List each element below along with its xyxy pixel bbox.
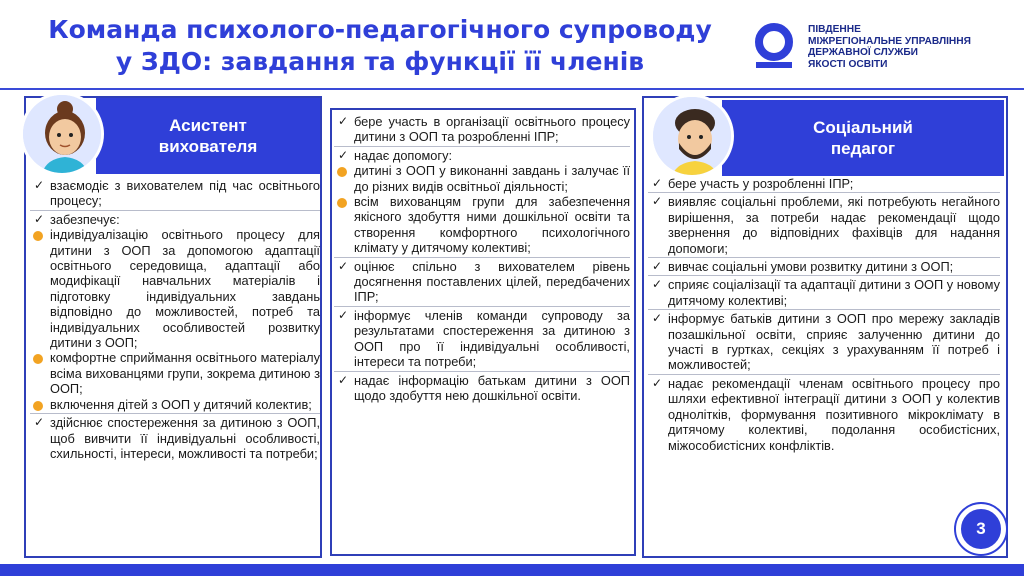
list-item-text: оцінює спільно з вихователем рівень досягнення поставлених цілей, передбачених ІПР; xyxy=(354,258,630,305)
list-item xyxy=(648,176,1000,191)
list-item-text: комфортне сприймання освітнього матеріалу всіма вихованцями групи, зокрема дитиною з ООП; xyxy=(50,350,320,397)
list-item xyxy=(334,308,630,370)
item-divider xyxy=(648,275,1000,276)
checkmark-icon: ✓ xyxy=(33,415,45,430)
list-item xyxy=(30,227,320,350)
checkmark-icon: ✓ xyxy=(337,372,349,387)
list-item-text: бере участь у розробленні ІПР; xyxy=(668,176,854,191)
list-item xyxy=(648,376,1000,453)
list-item-text: сприяє соціалізації та адаптації дитини з ООП у новому дитячому колективі; xyxy=(668,277,1001,308)
list-item xyxy=(30,350,320,396)
social-teacher-duties xyxy=(648,176,1000,453)
checkmark-icon: ✓ xyxy=(651,259,663,274)
bullet-dot-icon xyxy=(33,231,43,241)
list-item-text: взаємодіє з вихователем під час освітнього процесу; xyxy=(50,178,320,209)
list-item xyxy=(334,114,630,145)
social-teacher-heading: Соціальний педагог xyxy=(722,100,1004,176)
bullet-dot-icon xyxy=(33,401,43,411)
list-item xyxy=(30,212,320,227)
assistant-avatar xyxy=(20,92,104,176)
item-divider xyxy=(648,374,1000,375)
list-item xyxy=(334,373,630,404)
item-divider xyxy=(648,257,1000,258)
list-item-text: бере участь в організації освітнього процесу дитини з ООП та розробленні ІПР; xyxy=(354,114,630,145)
checkmark-icon: ✓ xyxy=(337,114,349,128)
list-item xyxy=(334,148,630,163)
social-teacher-avatar xyxy=(650,94,734,178)
list-item-text: включення дітей з ООП у дитячий колектив; xyxy=(50,396,312,412)
list-item-text: індивідуалізацію освітнього процесу для дитини з ООП за допомогою адаптації освітнього середовища, адаптації або модифікації навчальних матеріалів і підготовку індивідуальних завдань відповідно до можливостей, потреб та індивідуальних особливостей розвитку дитини з ООП; xyxy=(50,227,320,351)
assistant-duties xyxy=(30,178,320,461)
logo xyxy=(752,22,1022,74)
checkmark-icon: ✓ xyxy=(337,147,349,162)
assistant-heading: Асистент вихователя xyxy=(96,98,320,174)
list-item-text: надає допомогу: xyxy=(354,147,453,163)
list-item xyxy=(30,397,320,412)
list-item xyxy=(648,194,1000,256)
list-item-text: дитині з ООП у виконанні завдань і залучає її до різних видів освітньої діяльності; xyxy=(354,163,630,194)
list-item-text: надає рекомендації членам освітнього процесу про шляхи ефективної інтеграції дитини з ООП у колектив однолітків, формування позитивного мікроклімату в дитячому колективі, подолання особистісних, міжособистісних конфліктів. xyxy=(668,375,1000,453)
item-divider xyxy=(334,371,630,372)
item-divider xyxy=(30,210,320,211)
logo-text: ПІВДЕННЕ МІЖРЕГІОНАЛЬНЕ УПРАВЛІННЯ ДЕРЖАВНОЇ СЛУЖБИ ЯКОСТІ ОСВІТИ xyxy=(808,24,971,70)
bullet-dot-icon xyxy=(337,167,347,177)
item-divider xyxy=(334,306,630,307)
item-divider xyxy=(334,146,630,147)
checkmark-icon: ✓ xyxy=(337,258,349,273)
item-divider xyxy=(30,413,320,414)
checkmark-icon: ✓ xyxy=(651,194,663,209)
list-item-text: вивчає соціальні умови розвитку дитини з ООП; xyxy=(668,259,954,275)
list-item-text: забезпечує: xyxy=(50,211,120,227)
header-divider xyxy=(0,88,1024,90)
list-item-text: інформує батьків дитини з ООП про мережу закладів позашкільної освіти, сприяє залученню дитини до участі в гуртках, секціях з урахуванням її потреб і можливостей; xyxy=(668,311,1000,373)
checkmark-icon: ✓ xyxy=(651,277,663,292)
checkmark-icon: ✓ xyxy=(651,176,663,190)
list-item xyxy=(648,277,1000,308)
list-item-text: надає інформацію батькам дитини з ООП щодо здобуття нею дошкільної освіти. xyxy=(354,372,630,403)
list-item xyxy=(648,259,1000,274)
list-item-text: здійснює спостереження за дитиною з ООП, щоб вивчити її індивідуальні особливості, схильності, інтереси, можливості та потреби; xyxy=(50,415,320,461)
page-number: 3 xyxy=(956,504,1006,554)
checkmark-icon: ✓ xyxy=(337,307,349,322)
list-item xyxy=(30,178,320,209)
page-title: Команда психолого-педагогічного супроводу у ЗДО: завдання та функції її членів xyxy=(48,15,712,76)
logo-mark-icon xyxy=(752,22,800,70)
list-item-text: виявляє соціальні проблеми, які потребують негайного вирішення, за потреби надає рекомендації щодо звернення до відповідних фахівців для надання допомоги; xyxy=(668,194,1000,256)
list-item xyxy=(334,194,630,256)
checkmark-icon: ✓ xyxy=(651,311,663,326)
item-divider xyxy=(648,192,1000,193)
item-divider xyxy=(648,309,1000,310)
list-item xyxy=(30,415,320,461)
list-item xyxy=(334,259,630,305)
list-item xyxy=(334,163,630,194)
item-divider xyxy=(334,257,630,258)
list-item-text: всім вихованцям групи для забезпечення якісного здобуття ними дошкільної освіти та створення комфортного психологічного клімату у дитячому колективі; xyxy=(354,194,630,256)
footer-bar xyxy=(0,564,1024,576)
checkmark-icon: ✓ xyxy=(651,375,663,390)
list-item-text: інформує членів команди супроводу за результатами спостереження за дитиною з ООП про її індивідуальні особливості, інтереси та потреби; xyxy=(354,307,630,370)
bullet-dot-icon xyxy=(337,198,347,208)
assistant-duties-continued xyxy=(334,114,630,403)
checkmark-icon: ✓ xyxy=(33,178,45,192)
checkmark-icon: ✓ xyxy=(33,211,45,226)
list-item xyxy=(648,311,1000,373)
bullet-dot-icon xyxy=(33,354,43,364)
